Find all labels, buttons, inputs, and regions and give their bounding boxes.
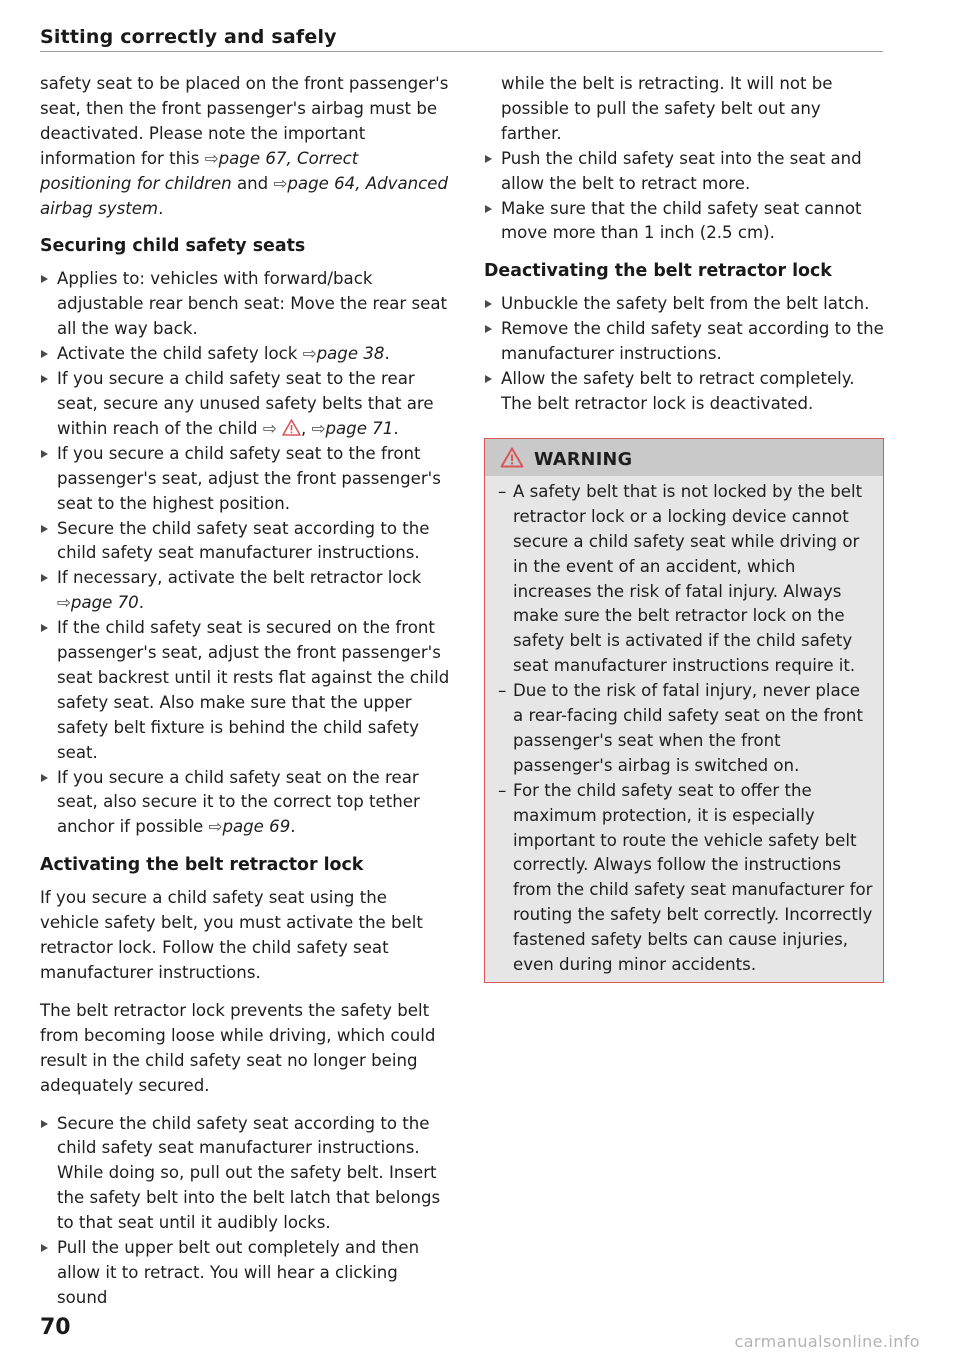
continued-paragraph: while the belt is retracting. It will not be possible to pull the safety belt out any farther. bbox=[501, 74, 833, 143]
warning-box bbox=[484, 438, 884, 983]
list-item: Secure the child safety seat according to the child safety seat manufacturer instructions. While doing so, pull out the safety belt. Insert the safety belt into the belt latch that belongs to that seat until it audibly locks. bbox=[40, 1112, 450, 1237]
page-reference-link[interactable]: page 69 bbox=[222, 817, 291, 837]
reference-arrow-icon: ⇨ bbox=[311, 418, 326, 438]
warning-list bbox=[485, 476, 883, 982]
list-item: Unbuckle the safety belt from the belt latch. bbox=[484, 292, 884, 317]
section-title: Sitting correctly and safely bbox=[40, 26, 337, 48]
reference-arrow-icon: ⇨ bbox=[204, 148, 219, 168]
list-item: If the child safety seat is secured on the front passenger's seat, adjust the front passenger's seat backrest until it rests flat against the child safety seat. Also make sure that the upper safety belt fixture is behind the child safety seat. bbox=[40, 616, 450, 765]
warning-header bbox=[485, 439, 883, 476]
reference-arrow-icon: ⇨ bbox=[57, 593, 71, 613]
warning-item: – Due to the risk of fatal injury, never place a rear-facing child safety seat on the front passenger's seat when the front passenger's airbag is switched on. bbox=[498, 679, 873, 779]
warning-item: – For the child safety seat to offer the maximum protection, it is especially important to route the vehicle safety belt correctly. Always follow the instructions from the child safety seat manufacturer for routing the safety belt correctly. Incorrectly fastened safety belts can cause injuries, even during minor accidents. bbox=[498, 779, 873, 978]
page-reference-link[interactable]: page 64, Advanced airbag system bbox=[40, 173, 449, 218]
reference-arrow-icon: ⇨ bbox=[208, 817, 223, 837]
heading-securing-child-safety-seats: Securing child safety seats bbox=[40, 236, 306, 257]
warning-triangle-icon bbox=[500, 447, 524, 468]
page-reference-link[interactable]: page 67, Correct positioning for children bbox=[40, 148, 359, 193]
warning-item: – A safety belt that is not locked by the belt retractor lock or a locking device cannot secure a child safety seat while driving or in the event of an accident, which increases the risk of fatal injury. Always make sure the belt retractor lock on the safety belt is activated if the child safety seat manufacturer instructions require it. bbox=[498, 480, 873, 679]
page-header bbox=[40, 26, 883, 52]
reference-arrow-icon: ⇨ bbox=[273, 173, 288, 193]
list-item: Remove the child safety seat according to the manufacturer instructions. bbox=[484, 317, 884, 367]
left-column bbox=[40, 72, 450, 1324]
reference-arrow-icon: ⇨ bbox=[262, 418, 277, 438]
page-reference-link[interactable]: page 38 bbox=[316, 344, 385, 364]
reference-arrow-icon: ⇨ bbox=[302, 344, 317, 364]
deactivating-steps-list bbox=[484, 292, 884, 417]
list-item: If you secure a child safety seat to the front passenger's seat, adjust the front passenger's seat to the highest position. bbox=[40, 442, 450, 517]
activating-steps-list bbox=[40, 1112, 450, 1311]
securing-steps-list bbox=[40, 267, 450, 840]
list-item: Allow the safety belt to retract completely. The belt retractor lock is deactivated. bbox=[484, 367, 884, 417]
list-item: Secure the child safety seat according to the child safety seat manufacturer instructions. bbox=[40, 517, 450, 567]
list-item: Make sure that the child safety seat cannot move more than 1 inch (2.5 cm). bbox=[484, 197, 884, 247]
warning-triangle-icon[interactable] bbox=[282, 419, 301, 436]
page-number: 70 bbox=[40, 1315, 71, 1340]
list-item: If you secure a child safety seat to the rear seat, secure any unused safety belts that are within reach of the child ⇨ , ⇨page 71. bbox=[40, 367, 450, 442]
page-reference-link[interactable]: page 70 bbox=[70, 593, 139, 613]
paragraph: If you secure a child safety seat using the vehicle safety belt, you must activate the belt retractor lock. Follow the child safety seat manufacturer instructions. bbox=[40, 888, 423, 982]
list-item: Activate the child safety lock ⇨page 38. bbox=[40, 342, 450, 367]
activating-steps-list-continued bbox=[484, 147, 884, 247]
heading-deactivating-belt-retractor-lock: Deactivating the belt retractor lock bbox=[484, 261, 832, 282]
intro-paragraph: safety seat to be placed on the front passenger's seat, then the front passenger's airbag must be deactivated. Please note the important information for this ⇨page 67, Correct positioning for children and ⇨page 64, Advanced airbag system. bbox=[40, 74, 449, 218]
page-reference-link[interactable]: page 71 bbox=[325, 418, 394, 438]
list-item: Applies to: vehicles with forward/back adjustable rear bench seat: Move the rear seat all the way back. bbox=[40, 267, 450, 342]
list-item: If you secure a child safety seat on the rear seat, also secure it to the correct top tether anchor if possible ⇨page 69. bbox=[40, 766, 450, 841]
paragraph: The belt retractor lock prevents the safety belt from becoming loose while driving, which could result in the child safety seat no longer being adequately secured. bbox=[40, 1000, 436, 1095]
right-column bbox=[484, 72, 884, 983]
warning-title: WARNING bbox=[534, 449, 633, 470]
list-item: Pull the upper belt out completely and then allow it to retract. You will hear a clicking sound bbox=[40, 1236, 450, 1311]
watermark: carmanualsonline.info bbox=[734, 1332, 920, 1351]
list-item: Push the child safety seat into the seat and allow the belt to retract more. bbox=[484, 147, 884, 197]
list-item: If necessary, activate the belt retractor lock ⇨page 70. bbox=[40, 566, 450, 616]
heading-activating-belt-retractor-lock: Activating the belt retractor lock bbox=[40, 855, 364, 876]
